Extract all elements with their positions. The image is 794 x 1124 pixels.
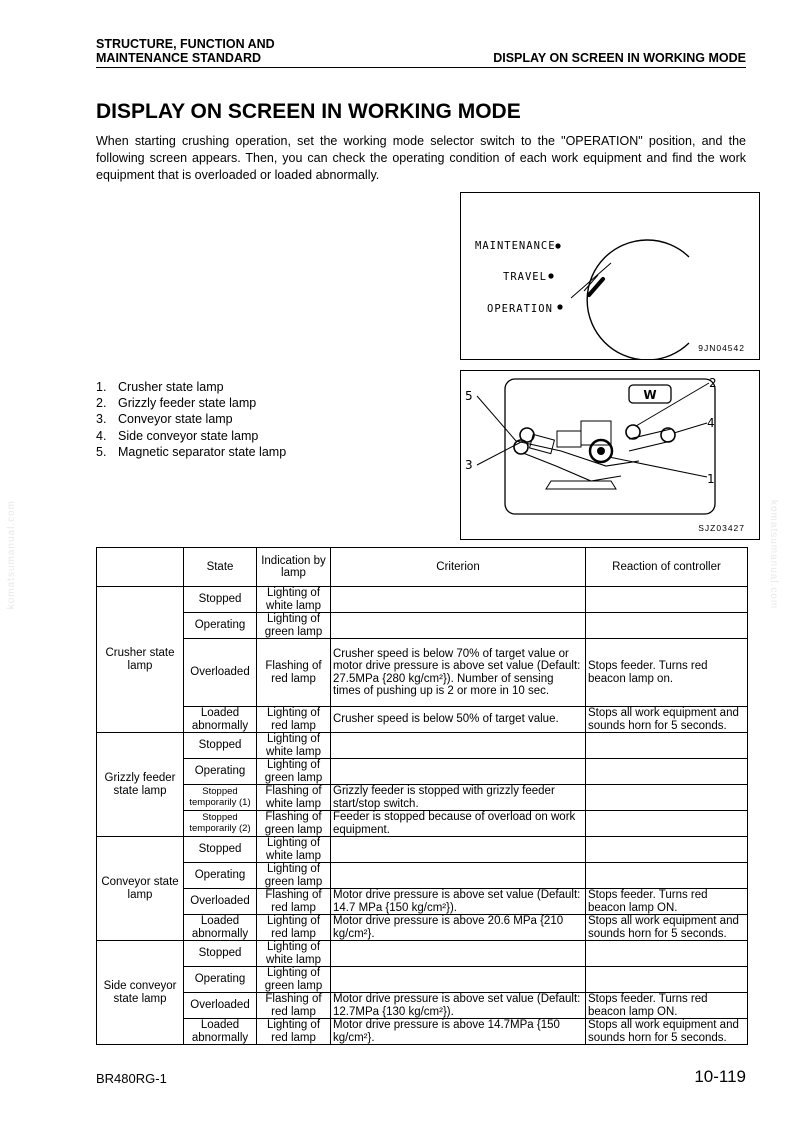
lamp-name-grizzly: Grizzly feeder state lamp bbox=[97, 733, 184, 837]
conveyor-lamp-icon bbox=[520, 428, 534, 442]
mode-selector-figure bbox=[460, 192, 760, 360]
callout-3: 3 bbox=[465, 458, 473, 472]
conveyor-path-lower bbox=[523, 453, 621, 481]
list-item: 1. Crusher state lamp bbox=[96, 380, 224, 394]
table-row: Overloaded Flashing of red lamp Crusher speed is below 70% of target value or motor drive pressure is above set value (Default: 27.5MPa {280 kg/cm²}). Number of sensing times of pushing up is 2 or more in 10 sec. Stops feeder. Turns red beacon lamp on. bbox=[97, 639, 748, 707]
conveyor-path bbox=[516, 441, 639, 466]
table-row: Loaded abnormally Lighting of red lamp Crusher speed is below 50% of target value. Stops all work equipment and sounds horn for 5 seconds. bbox=[97, 707, 748, 733]
header-state: State bbox=[184, 548, 257, 587]
table-row: Loaded abnormally Lighting of red lamp Motor drive pressure is above 14.7MPa {150 kg/cm²}. Stops all work equipment and sounds horn for 5 seconds. bbox=[97, 1019, 748, 1045]
figure1-code: 9JN04542 bbox=[698, 343, 745, 353]
header-reaction: Reaction of controller bbox=[586, 548, 748, 587]
header-chapter-title: DISPLAY ON SCREEN IN WORKING MODE bbox=[493, 51, 746, 65]
header-line-1: STRUCTURE, FUNCTION AND bbox=[96, 37, 275, 51]
table-row: Conveyor state lamp Stopped Lighting of white lamp bbox=[97, 837, 748, 863]
mode-label-travel: TRAVEL bbox=[503, 271, 547, 283]
watermark-right: komatsumanual.com bbox=[768, 500, 779, 610]
callout-1: 1 bbox=[707, 472, 715, 486]
mode-label-maintenance: MAINTENANCE bbox=[475, 240, 556, 252]
list-item: 2. Grizzly feeder state lamp bbox=[96, 396, 257, 411]
knob-pointer bbox=[589, 279, 603, 295]
track-shape bbox=[546, 481, 616, 489]
list-item: 3. Conveyor state lamp bbox=[96, 412, 233, 427]
table-row: Operating Lighting of green lamp bbox=[97, 967, 748, 993]
lamp-name-crusher: Crusher state lamp bbox=[97, 587, 184, 733]
footer-model: BR480RG-1 bbox=[96, 1071, 167, 1086]
watermark-left: komatsumanual.com bbox=[6, 500, 17, 610]
header-section-title bbox=[96, 37, 275, 65]
table-row: Operating Lighting of green lamp bbox=[97, 759, 748, 785]
maintenance-dot bbox=[555, 243, 560, 248]
header-lamp bbox=[97, 548, 184, 587]
callout-4-leader bbox=[674, 423, 707, 433]
header-criterion: Criterion bbox=[331, 548, 586, 587]
table-header-row bbox=[97, 548, 748, 587]
header-indication: Indication by lamp bbox=[257, 548, 331, 587]
side-conveyor-line bbox=[629, 429, 671, 439]
monitor-screen-figure bbox=[460, 370, 760, 540]
table-row: Stopped temporarily (1) Flashing of white lamp Grizzly feeder is stopped with grizzly feeder start/stop switch. bbox=[97, 785, 748, 811]
callout-2: 2 bbox=[709, 376, 717, 390]
side-conveyor-line-lower bbox=[629, 441, 671, 451]
lamp-name-side-conveyor: Side conveyor state lamp bbox=[97, 941, 184, 1045]
table-row: Stopped temporarily (2) Flashing of green lamp Feeder is stopped because of overload on work equipment. bbox=[97, 811, 748, 837]
selector-knob-outline bbox=[587, 240, 689, 359]
page-title: DISPLAY ON SCREEN IN WORKING MODE bbox=[96, 100, 521, 123]
mode-selector-drawing bbox=[461, 193, 759, 359]
table-row: Operating Lighting of green lamp bbox=[97, 613, 748, 639]
table-row: Grizzly feeder state lamp Stopped Lighting of white lamp bbox=[97, 733, 748, 759]
figure2-code: SJZ03427 bbox=[698, 523, 745, 533]
table-row: Operating Lighting of green lamp bbox=[97, 863, 748, 889]
table-row: Overloaded Flashing of red lamp Motor drive pressure is above set value (Default: 14.7 MPa {150 kg/cm²}). Stops feeder. Turns red beacon lamp ON. bbox=[97, 889, 748, 915]
list-item: 4. Side conveyor state lamp bbox=[96, 428, 259, 443]
mode-label-operation: OPERATION bbox=[487, 303, 553, 315]
hopper-shape bbox=[557, 431, 581, 447]
footer-page-number: 10-119 bbox=[694, 1067, 746, 1086]
callout-5-leader bbox=[477, 396, 516, 441]
table-row: Crusher state lamp Stopped Lighting of white lamp bbox=[97, 587, 748, 613]
callout-5: 5 bbox=[465, 389, 473, 403]
intro-paragraph: When starting crushing operation, set the working mode selector switch to the "OPERATION" position, and the following screen appears. Then, you can check the operating condition of each work equipment and find the work equipment that is overloaded or loaded abnormally. bbox=[96, 134, 746, 182]
operation-dot bbox=[557, 304, 562, 309]
table-row: Overloaded Flashing of red lamp Motor drive pressure is above set value (Default: 12.7MPa {130 kg/cm²}). Stops feeder. Turns red beacon lamp ON. bbox=[97, 993, 748, 1019]
header-divider bbox=[96, 67, 746, 68]
table-row: Side conveyor state lamp Stopped Lighting of white lamp bbox=[97, 941, 748, 967]
callout-4: 4 bbox=[707, 416, 715, 430]
monitor-screen-drawing bbox=[461, 371, 759, 539]
lamp-list bbox=[96, 379, 286, 460]
mode-badge-letter: W bbox=[643, 388, 657, 402]
table-row: Loaded abnormally Lighting of red lamp Motor drive pressure is above 20.6 MPa {210 kg/cm²}. Stops all work equipment and sounds horn for 5 seconds. bbox=[97, 915, 748, 941]
lamp-state-table bbox=[96, 547, 748, 1045]
header-line-2: MAINTENANCE STANDARD bbox=[96, 51, 262, 65]
list-item: 5. Magnetic separator state lamp bbox=[96, 444, 287, 459]
travel-dot bbox=[548, 273, 553, 278]
crusher-lamp-center bbox=[597, 447, 605, 455]
callout-1-leader bbox=[609, 457, 707, 477]
lamp-name-conveyor: Conveyor state lamp bbox=[97, 837, 184, 941]
